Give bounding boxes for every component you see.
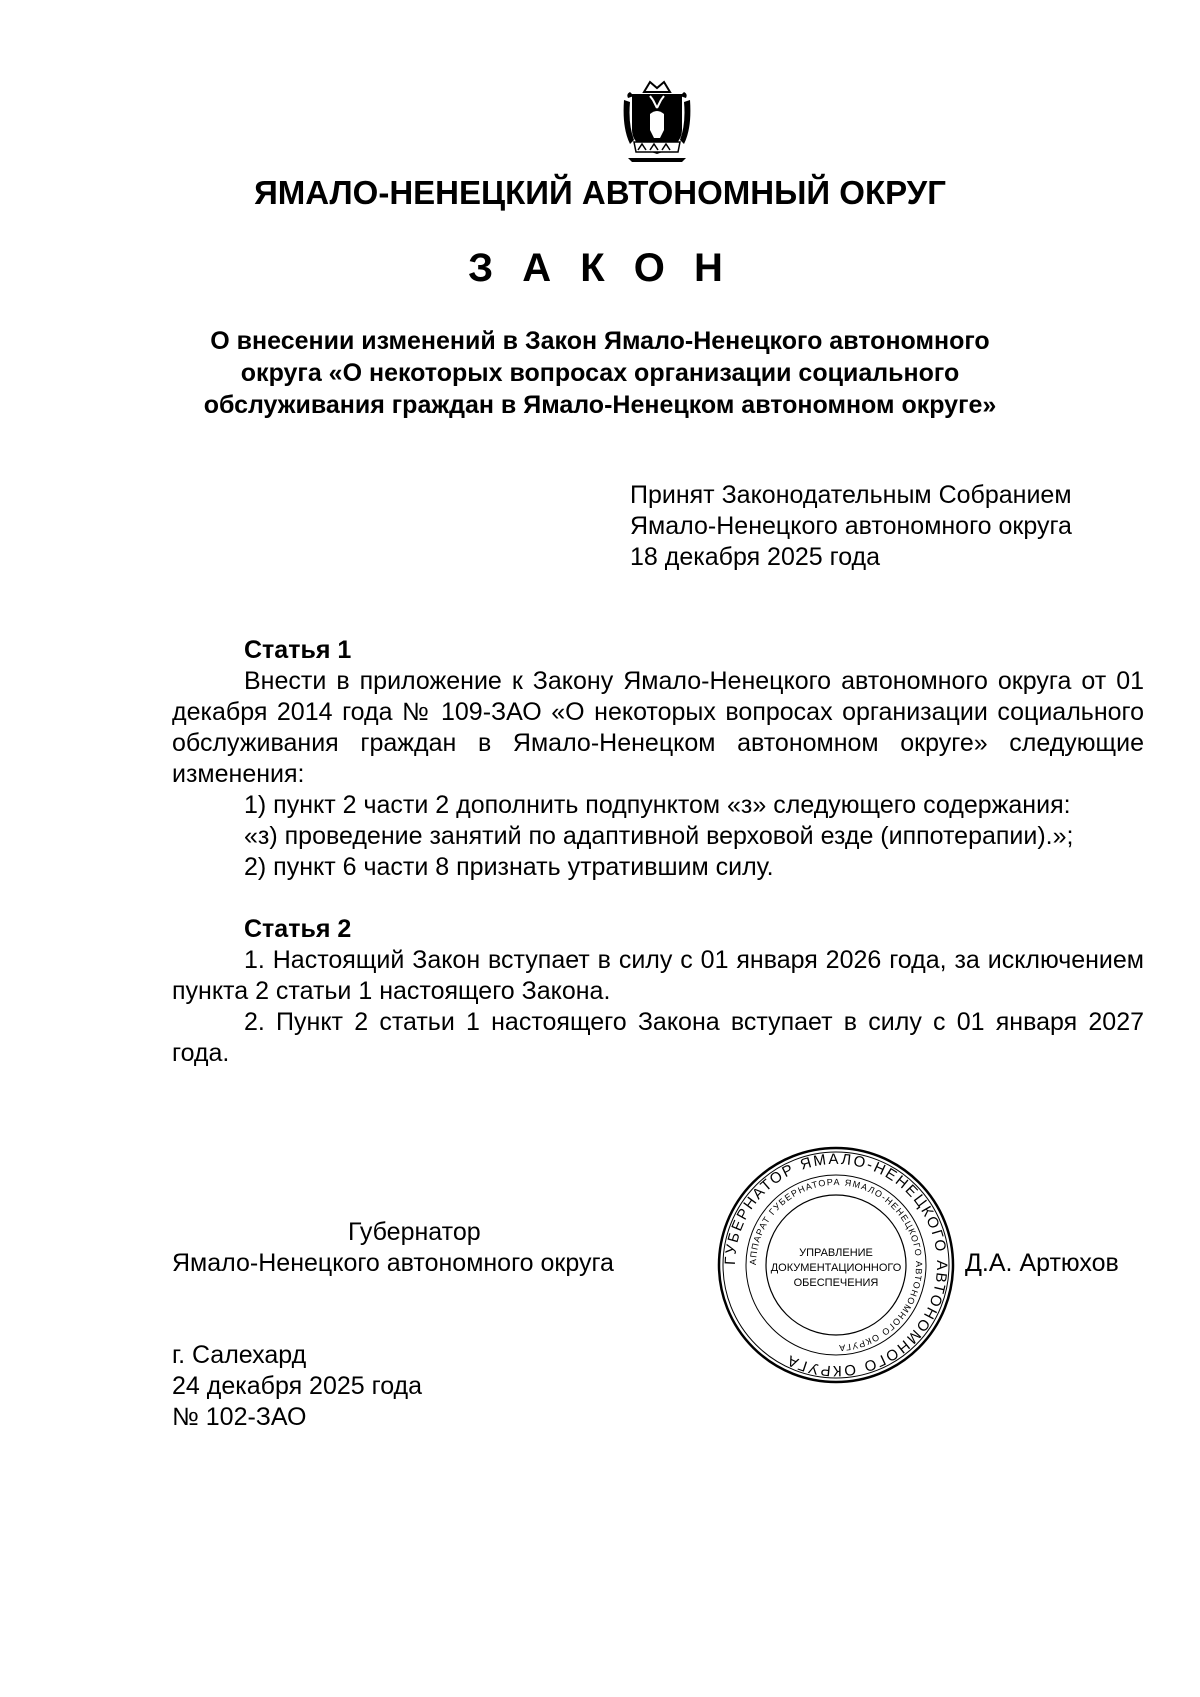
law-number: № 102-ЗАО: [172, 1403, 307, 1431]
article-1-item-1-text: «з) проведение занятий по адаптивной верховой езде (иппотерапии).»;: [244, 822, 1074, 850]
document-type-heading: З А К О Н: [468, 246, 732, 290]
article-1-item-2: 2) пункт 6 части 8 признать утратившим силу.: [244, 853, 774, 881]
law-body: [172, 635, 1144, 1069]
seal-center-line-2: ДОКУМЕНТАЦИОННОГО: [770, 1262, 902, 1274]
region-heading: ЯМАЛО-НЕНЕЦКИЙ АВТОНОМНЫЙ ОКРУГ: [254, 174, 946, 211]
seal-center-line-1: УПРАВЛЕНИЕ: [799, 1247, 873, 1259]
adoption-date: 18 декабря 2025 года: [630, 543, 881, 571]
seal-center-line-3: ОБЕСПЕЧЕНИЯ: [793, 1277, 879, 1289]
article-2-paragraph-2: 2. Пункт 2 статьи 1 настоящего Закона вступает в силу с 01 января 2027 года.: [172, 1008, 1144, 1067]
seal-outer-text: ГУБЕРНАТОР ЯМАЛО-НЕНЕЦКОГО АВТОНОМНОГО ОКРУГА: [721, 1150, 951, 1380]
adoption-line-1: Принят Законодательным Собранием: [630, 481, 1072, 509]
article-2-heading: Статья 2: [244, 915, 352, 943]
signatory-name: Д.А. Артюхов: [965, 1249, 1119, 1277]
issue-details: [172, 1340, 422, 1433]
article-1-intro: Внести в приложение к Закону Ямало-Ненецкого автономного округа от 01 декабря 2014 года № 109-ЗАО «О некоторых вопросах организации социального обслуживания граждан в Ямало-Ненецком автономном округе» следующие изменения:: [172, 667, 1144, 788]
adoption-notice: [630, 480, 1170, 573]
official-seal-stamp: [716, 1145, 956, 1385]
issue-date: 24 декабря 2025 года: [172, 1372, 423, 1400]
signatory-position: [172, 1217, 692, 1279]
seal-inner-text: АППАРАТ ГУБЕРНАТОРА ЯМАЛО-НЕНЕЦКОГО АВТОНОМНОГО ОКРУГА: [747, 1176, 925, 1354]
article-1-heading: Статья 1: [244, 636, 352, 664]
signatory-region: Ямало-Ненецкого автономного округа: [172, 1249, 614, 1277]
issue-city: г. Салехард: [172, 1341, 307, 1369]
signatory-title: Губернатор: [348, 1218, 481, 1246]
coat-of-arms-emblem: [620, 78, 694, 164]
law-title: О внесении изменений в Закон Ямало-Ненецкого автономного округа «О некоторых вопросах организации социального обслуживания граждан в Ямало-Ненецком автономном округе»: [203, 327, 997, 419]
article-1-item-1: 1) пункт 2 части 2 дополнить подпунктом «з» следующего содержания:: [244, 791, 1071, 819]
article-2-paragraph-1: 1. Настоящий Закон вступает в силу с 01 января 2026 года, за исключением пункта 2 статьи 1 настоящего Закона.: [172, 946, 1144, 1005]
adoption-line-2: Ямало-Ненецкого автономного округа: [630, 512, 1072, 540]
